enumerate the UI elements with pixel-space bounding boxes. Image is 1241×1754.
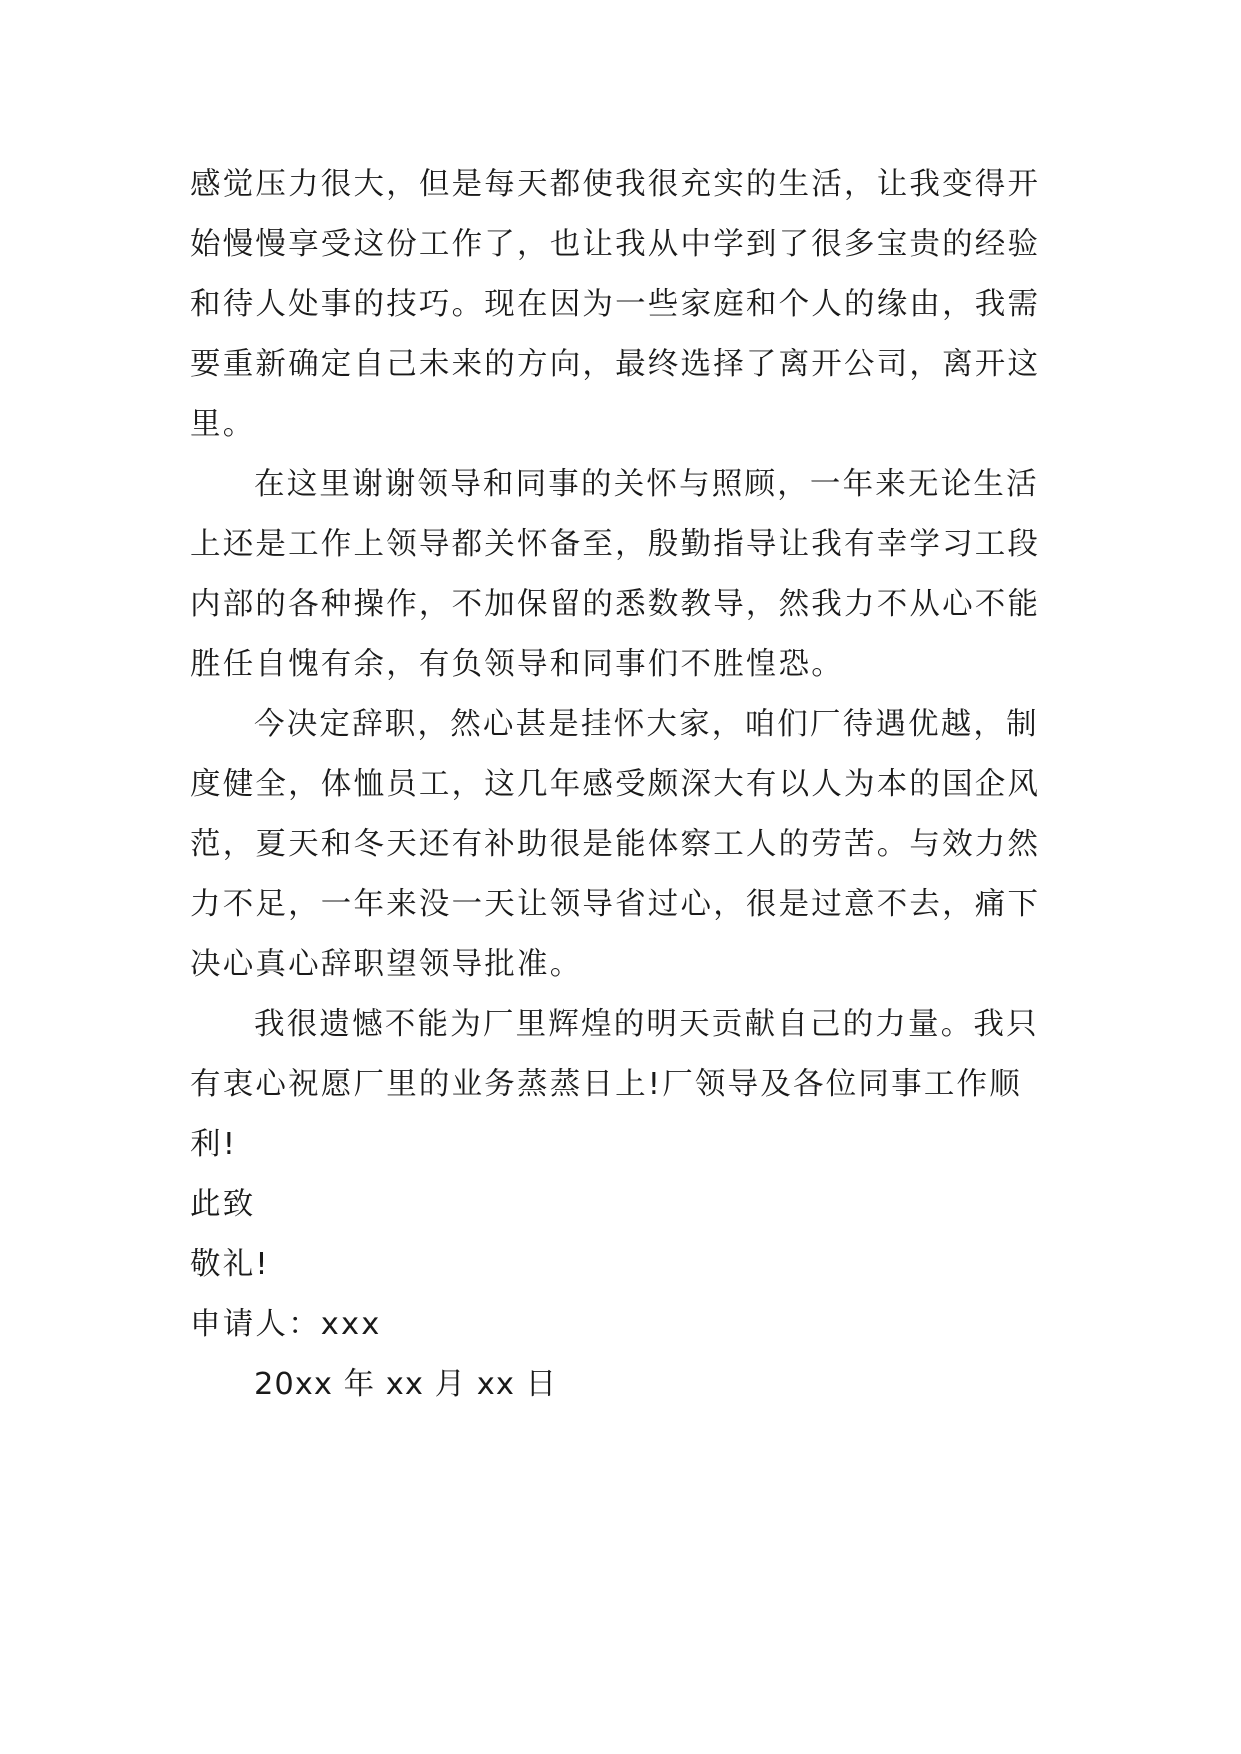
text-line: 利! [190, 1127, 238, 1162]
closing-regards: 敬礼! [190, 1247, 270, 1282]
text-line: 有衷心祝愿厂里的业务蒸蒸日上!厂领导及各位同事工作顺 [190, 1067, 1022, 1102]
applicant-signature: 申请人：xxx [190, 1307, 382, 1342]
text-line: 我很遗憾不能为厂里辉煌的明天贡献自己的力量。我只 [254, 1007, 1039, 1042]
text-line: 范，夏天和冬天还有补助很是能体察工人的劳苦。与效力然 [190, 827, 1041, 862]
letter-body [190, 155, 1050, 1415]
text-line: 感觉压力很大，但是每天都使我很充实的生活，让我变得开 [190, 167, 1041, 202]
text-line: 里。 [190, 407, 256, 442]
text-line: 胜任自愧有余，有负领导和同事们不胜惶恐。 [190, 647, 844, 682]
closing-salutation: 此致 [190, 1187, 256, 1222]
paragraph-1 [190, 155, 1050, 455]
text-line: 决心真心辞职望领导批准。 [190, 947, 583, 982]
text-line: 今决定辞职，然心甚是挂怀大家，咱们厂待遇优越，制 [254, 707, 1039, 742]
paragraph-3 [190, 695, 1050, 995]
text-line: 要重新确定自己未来的方向，最终选择了离开公司，离开这 [190, 347, 1041, 382]
paragraph-4 [190, 995, 1050, 1175]
paragraph-2 [190, 455, 1050, 695]
letter-date: 20xx 年 xx 月 xx 日 [254, 1367, 558, 1402]
text-line: 始慢慢享受这份工作了，也让我从中学到了很多宝贵的经验 [190, 227, 1041, 262]
text-line: 度健全，体恤员工，这几年感受颇深大有以人为本的国企风 [190, 767, 1041, 802]
text-line: 上还是工作上领导都关怀备至，殷勤指导让我有幸学习工段 [190, 527, 1041, 562]
text-line: 力不足，一年来没一天让领导省过心，很是过意不去，痛下 [190, 887, 1041, 922]
text-line: 在这里谢谢领导和同事的关怀与照顾，一年来无论生活 [254, 467, 1039, 502]
text-line: 和待人处事的技巧。现在因为一些家庭和个人的缘由，我需 [190, 287, 1041, 322]
text-line: 内部的各种操作，不加保留的悉数教导，然我力不从心不能 [190, 587, 1041, 622]
